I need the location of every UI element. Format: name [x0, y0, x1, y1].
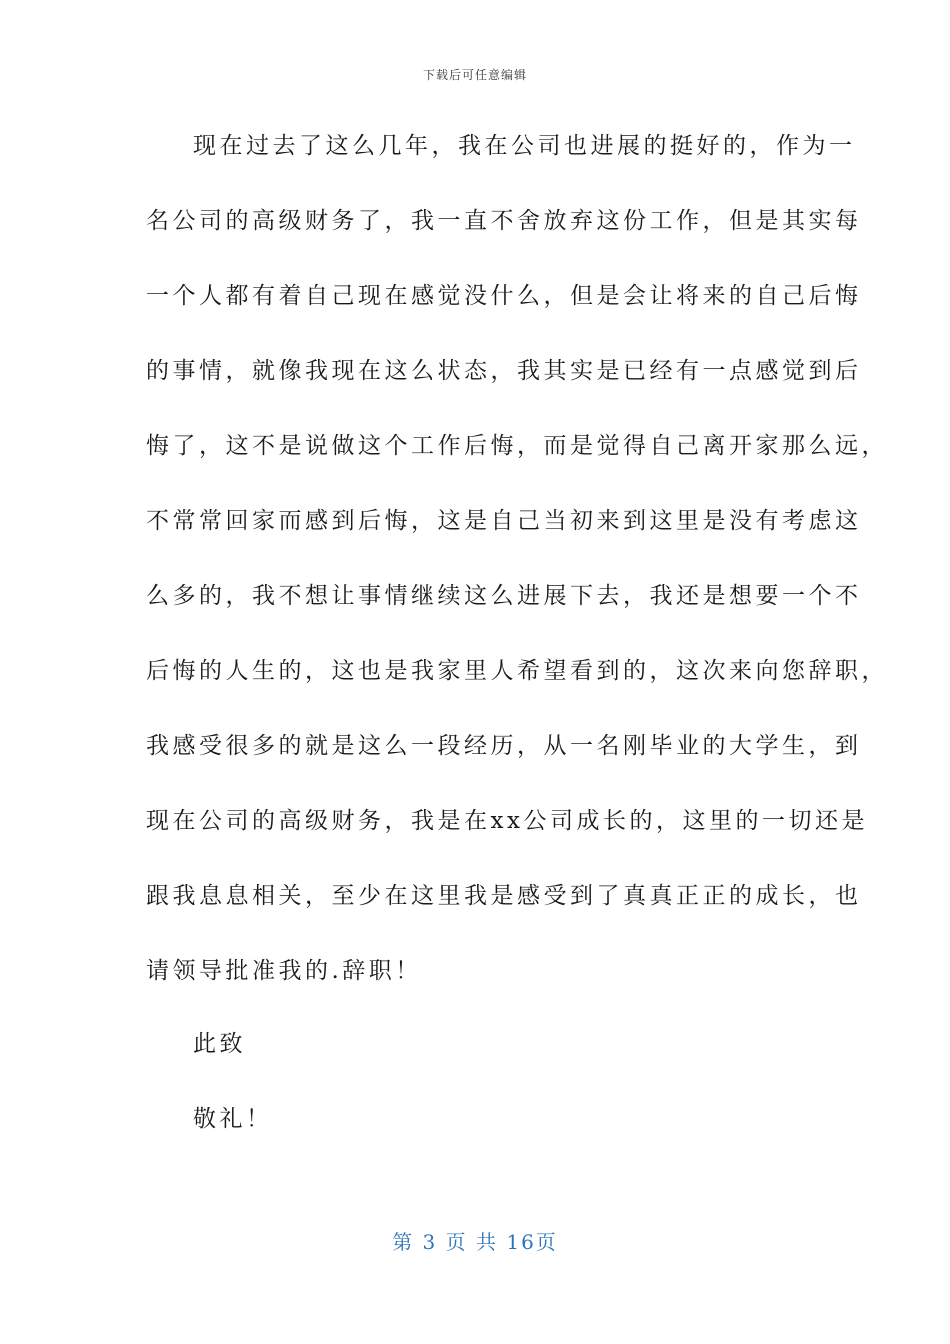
- body-line: 请领导批准我的.辞职！: [146, 958, 422, 984]
- body-line: 我感受很多的就是这么一段经历，从一名刚毕业的大学生，到: [146, 733, 862, 759]
- body-line: 现在公司的高级财务，我是在xx公司成长的，这里的一切还是: [146, 808, 868, 834]
- body-line: 一个人都有着自己现在感觉没什么，但是会让将来的自己后悔: [146, 283, 862, 309]
- body-line: 跟我息息相关，至少在这里我是感受到了真真正正的成长，也: [146, 883, 862, 909]
- body-line: 后悔的人生的，这也是我家里人希望看到的，这次来向您辞职，: [146, 658, 888, 684]
- header-note: 下载后可任意编辑: [422, 68, 527, 82]
- closing-salutation: 此致: [193, 1031, 246, 1057]
- body-line: 名公司的高级财务了，我一直不舍放弃这份工作，但是其实每: [146, 208, 862, 234]
- body-line: 悔了，这不是说做这个工作后悔，而是觉得自己离开家那么远，: [146, 433, 888, 459]
- closing-regards: 敬礼！: [193, 1106, 273, 1132]
- body-line: 么多的，我不想让事情继续这么进展下去，我还是想要一个不: [146, 583, 862, 609]
- body-line: 的事情，就像我现在这么状态，我其实是已经有一点感觉到后: [146, 358, 862, 384]
- page-indicator: 第 3 页 共 16页: [392, 1230, 558, 1254]
- body-line: 现在过去了这么几年，我在公司也进展的挺好的，作为一: [193, 133, 856, 159]
- body-line: 不常常回家而感到后悔，这是自己当初来到这里是没有考虑这: [146, 508, 862, 534]
- letter-body: [146, 126, 888, 1026]
